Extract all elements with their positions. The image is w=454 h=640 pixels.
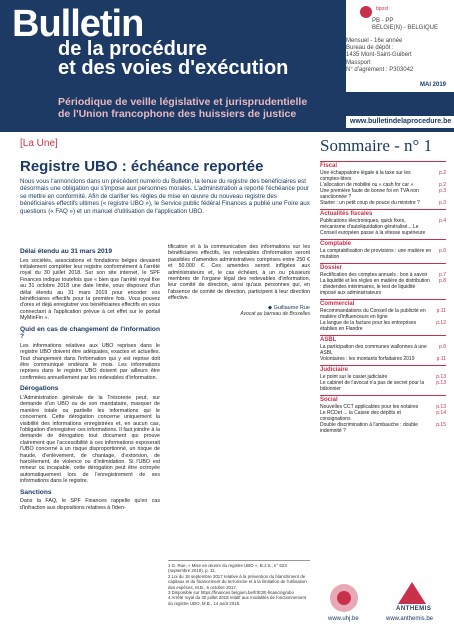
subtitle-line2: de l'Union francophone des huissiers de justice: [58, 108, 297, 120]
sommaire-item[interactable]: [320, 410, 446, 422]
sommaire-item-page: p.15: [436, 422, 446, 428]
sommaire-item-text: Une échappatoire légale à la taxe sur les comptes-titres: [320, 170, 411, 182]
website-link[interactable]: www.bulletindelaprocedure.be: [350, 118, 452, 125]
publication-info: Mensuel - 16e année Bureau de dépôt : 1435 Mont-Saint-Guibert Massport N° d'agrément : P303042: [346, 38, 414, 73]
sommaire-item-text: Double discrimination à l'ambauche : double indemnité ?: [320, 422, 418, 434]
footnotes: [168, 560, 310, 606]
sommaire-title: Sommaire - n° 1: [320, 136, 433, 155]
sommaire-item-text: Rectification des comptes annuels : bon à savoir: [320, 272, 428, 278]
sommaire-item-page: p.6: [439, 344, 446, 350]
sommaire-item[interactable]: [320, 188, 446, 200]
subtitle-line1: Périodique de veille législative et jurisprudentielle: [58, 96, 308, 108]
paragraph: Dans la FAQ, le SPF Finances rappelle qu'en cas d'infraction aux dispositions relatives à l'iden-: [20, 498, 160, 511]
sommaire-item-page: p.11: [436, 308, 446, 314]
subheading: Dérogations: [20, 385, 59, 393]
sommaire-item-text: Publications électroniques, quick fixes, mécanisme d'autoliquidation généralisé... Le Conseil européen passe à la vitesse supérieure: [320, 218, 426, 236]
sommaire-item[interactable]: [320, 200, 446, 206]
bpost-label: bpost: [376, 6, 389, 12]
sommaire-item-text: Recommandations du Conseil de la publicité en matière d'influenceurs en ligne: [320, 308, 426, 320]
anthemis-name: ANTHEMIS: [396, 606, 432, 612]
sommaire-item-page: p.2: [439, 170, 446, 176]
footnote: 1 G. Rue, « Mise en œuvre du registre UBO », B.J.S., n° 623 (septembre 2018), p. 11.: [168, 563, 287, 574]
paragraph: Les informations relatives aux UBO reprises dans le registre UBO doivent être adéquates, exactes et actuelles. Tout changement dans l'information qui y est reprise doit être communiqué endéans le mois. Les informations reprises dans le registre UBO doivent par ailleurs être confirmées annuellement par les redevables d'information.: [20, 342, 160, 381]
footnote: 2 Loi du 18 septembre 2017 relative à la prévention du blanchiment de capitaux et du financement du terrorisme et à la limitation de l'utilisation des espèces, M.B., 6 octobre 2017.: [168, 573, 307, 590]
author-name: ◆ Guillaume Rue: [267, 304, 310, 311]
sommaire-item-text: La comptabilisation de provisions : une matière en mutation: [320, 248, 432, 260]
bulletin-title-line3: et des voies d'exécution: [58, 57, 289, 79]
sommaire-item-text: Nouvelles CCT applicables pour les notaires: [320, 404, 419, 410]
sommaire-item-page: p.4: [439, 218, 446, 224]
article-middle-column: [168, 244, 310, 317]
publication-date: MAI 2019: [420, 82, 447, 88]
sommaire-item[interactable]: [320, 278, 446, 296]
bulletin-title-line2: de la procédure: [58, 38, 207, 60]
sommaire-item[interactable]: [320, 344, 446, 356]
sommaire-item[interactable]: [320, 218, 446, 236]
sommaire-item-page: p.2: [439, 182, 446, 188]
subheading: Quid en cas de changement de l'information ?: [20, 325, 160, 341]
sommaire-item-page: p.11: [436, 356, 446, 362]
sommaire-item-text: La langue de la facture pour les entreprises établies en Flandre: [320, 320, 417, 332]
subheading: Délai étendu au 31 mars 2019: [20, 248, 112, 255]
country: BELGIE(N) - BELGIQUE: [372, 25, 439, 31]
pb-pp: PB - PP: [372, 18, 394, 24]
sommaire-item-text: Volontaires : les montants forfaitaires 2019: [320, 356, 415, 362]
sommaire-section: ASBL: [320, 335, 446, 344]
sommaire-item[interactable]: [320, 308, 446, 320]
paragraph: Les sociétés, associations et fondations belges devaient initialement compléter leur registre conformément à l'arrêté royal du 30 juillet 2018. Sur son site internet, le SPF Finances indique toutefois que « bien que l'arrêté royal fixe au 31 octobre 2018 une date limite, vous disposez d'un délai étendu au 31 mars 2019 pour encoder vos bénéficiaires effectifs pour la première fois. Vous pouvez d'ores et déjà enregistrer vos bénéficiaires effectifs en vous connectant à l'application prévue à cet effet sur le portail MyMinFin ».: [20, 257, 160, 322]
sommaire-item-page: p.13: [436, 374, 446, 380]
sommaire-item-text: Le RCDet ... la Caisse des dépôts et consignations: [320, 410, 401, 422]
sommaire-item-page: p.6: [439, 248, 446, 254]
uhj-url[interactable]: www.uhj.be: [328, 616, 359, 622]
bulletin-title: Bulletin: [12, 3, 144, 45]
sommaire-item[interactable]: [320, 170, 446, 182]
sommaire-section: Social: [320, 395, 446, 404]
sommaire-item-page: p.7: [439, 272, 446, 278]
footnote: 3 Disponible sur https://finances.belgium.be/fr/E2E-financing/ubo: [168, 590, 294, 596]
sommaire-section: Commercial: [320, 299, 446, 308]
table-of-contents: [320, 158, 446, 434]
paragraph: L'Administration générale de la Trésorerie peut, sur demande d'un UBO ou de son mandataire, masquer de manière totale ou partielle les informations qui le concernent. Cette dérogation concerne uniquement la visibilité des informations enregistrées et, en aucun cas, l'obligation d'enregistrer ces informations. Il faut joindre à la demande de dérogation tout document qui prouve clairement que l'accessibilité à ces informations exposerait l'UBO concerné à un risque disproportionné, un risque de fraude, d'enlèvement, de chantage, d'extorsion, de harcèlement, de violence ou d'intimidation. Si l'UBO est mineur ou incapable, cette dérogation peut être octroyée automatiquement lors de l'enregistrement de ses informations dans le registre.: [20, 394, 160, 485]
sommaire-item[interactable]: [320, 380, 446, 392]
sommaire-item-page: p.13: [436, 380, 446, 386]
sommaire-item-text: L'allocation de mobilité ou « cash for car »: [320, 182, 414, 188]
footnote: 4 Arrêté royal du 30 juillet 2018 relatif aux modalités de fonctionnement du registre UBO, M.B., 14 août 2018.: [168, 595, 307, 606]
author-role: Avocat au barreau de Bruxelles: [240, 311, 310, 318]
sommaire-item-text: La participation des communes wallonnes à une ASBL: [320, 344, 427, 356]
sommaire-section: Judiciaire: [320, 365, 446, 374]
sommaire-item-page: p.13: [436, 404, 446, 410]
sommaire-item[interactable]: [320, 422, 446, 434]
sommaire-section: Comptable: [320, 239, 446, 248]
article-left-column: [20, 244, 160, 514]
sommaire-item-page: p.3: [439, 188, 446, 194]
sommaire-section: Actualités fiscales: [320, 209, 446, 218]
sommaire-item-text: Le cabinet de l'avocat n'a pas de secret pour la bâtonnier: [320, 380, 425, 392]
sommaire-item-text: La liquidité et les règles en matière de distribution : dividendes intérimaires, le test de liquidité imposé aux administrateurs: [320, 278, 430, 296]
pb-pp-label: [372, 18, 438, 32]
anthemis-logo-icon: [398, 582, 426, 604]
section-tag: [La Une]: [20, 138, 58, 149]
subheading: Sanctions: [20, 488, 52, 496]
paragraph: tification et à la communication des informations sur les bénéficiaires effectifs, les redevables d'information seront passibles d'amendes administratives comprises entre 250 € et 50.000 €. Ces amendes seront infligées aux administrateurs et, le cas échéant, à un ou plusieurs membres de l'organe légal des redevables d'information, leur comité de direction, ainsi qu'aux personnes qui, en l'absence de comité de direction, participent à leur direction effective.: [168, 244, 310, 302]
sommaire-item-page: p.14: [436, 410, 446, 416]
sommaire-item[interactable]: [320, 320, 446, 332]
article-intro: Nous vous l'annoncions dans un précédent numéro du Bulletin, la tenue du registre des bénéficiaires est désormais une obligation qui s'impose aux personnes morales. L'administration a reporté l'échéance pour se mettre en conformité. Afin de clarifier les règles de mise en œuvre du nouveau registre des bénéficiaires effectifs ultimes (« registre UBO »), le Service public fédéral Finances a publié une Foire aux questions (« FAQ ») et un manuel d'utilisation de l'application UBO.: [20, 178, 310, 215]
sommaire-item-text: Starter : un petit coup de pouce du ministre ?: [320, 200, 420, 206]
sommaire-item-page: p.8: [439, 278, 446, 284]
sommaire-item-page: p.3: [439, 200, 446, 206]
anthemis-url[interactable]: www.anthemis.be: [386, 616, 434, 622]
bpost-logo-icon: [360, 6, 372, 18]
uhj-logo-inner-icon: [337, 591, 351, 605]
sommaire-section: Dossier: [320, 263, 446, 272]
sommaire-section: Fiscal: [320, 161, 446, 170]
sommaire-item-text: Le point sur le casier judiciaire: [320, 374, 388, 380]
sommaire-item-page: p.12: [436, 320, 446, 326]
sommaire-item-text: Une première faute de bonne foi en TVA non sanctionnée ?: [320, 188, 419, 200]
article-title: Registre UBO : échéance reportée: [20, 158, 264, 175]
sommaire-item[interactable]: [320, 356, 446, 362]
sommaire-item[interactable]: [320, 248, 446, 260]
